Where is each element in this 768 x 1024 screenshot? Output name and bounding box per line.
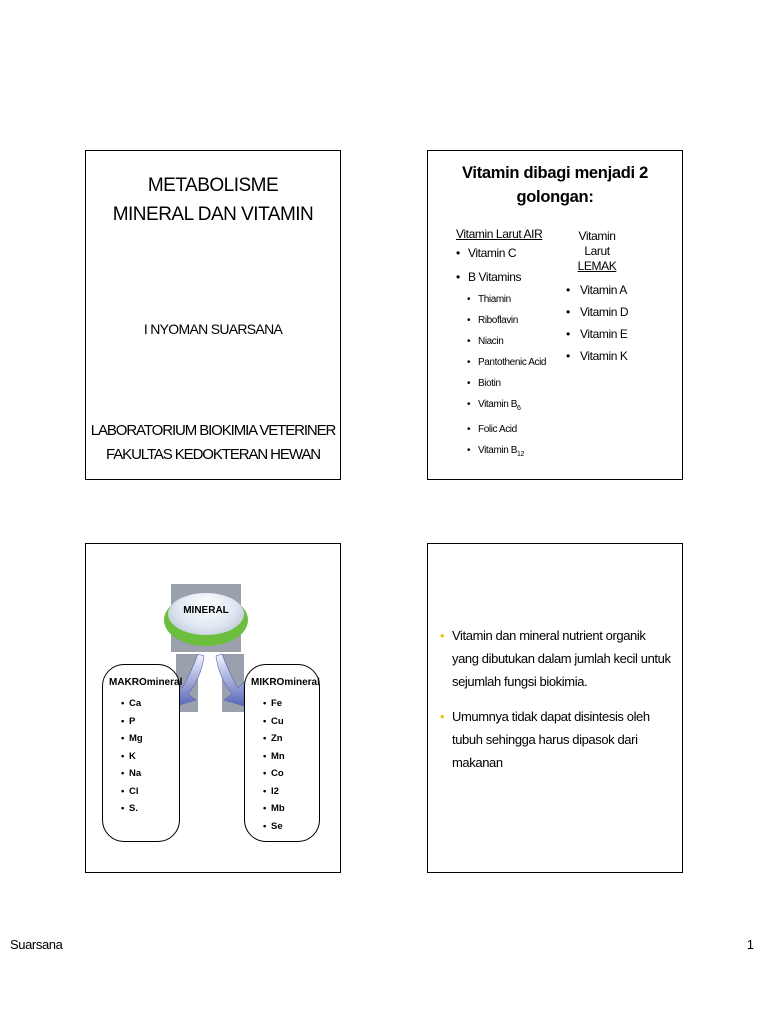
water-soluble-column — [456, 227, 576, 465]
list-item: • Se — [263, 818, 285, 836]
list-item: • Ca — [121, 695, 143, 713]
fat-header-line-2: LEMAK — [577, 259, 617, 273]
list-item: • P — [121, 713, 143, 731]
list-item: • Vitamin A — [566, 279, 666, 301]
list-item: • Fe — [263, 695, 285, 713]
list-item: • Biotin — [456, 373, 576, 394]
institution-line-2: FAKULTAS KEDOKTERAN HEWAN — [106, 446, 320, 463]
b6-subscript: 6 — [517, 405, 521, 412]
slide-vitamin-groups — [427, 150, 683, 480]
page-number: 1 — [746, 937, 754, 952]
heading-line-2: golongan: — [516, 188, 594, 206]
mikro-mineral-box — [244, 664, 320, 842]
list-item: • Mb — [263, 800, 285, 818]
list-item: • Vitamin dan mineral nutrient organik yang dibutukan dalam jumlah kecil untuk sejumlah fungsi biokimia. — [438, 624, 674, 693]
list-item: • Na — [121, 765, 143, 783]
definition-list — [438, 624, 674, 786]
list-item: • Folic Acid — [456, 419, 576, 440]
list-item: • B Vitamins — [456, 265, 576, 289]
mikro-mineral-title: MIKROmineral — [251, 677, 320, 688]
right-branch-arrow-icon — [216, 654, 244, 706]
title-line-2: MINERAL DAN VITAMIN — [112, 204, 314, 225]
vitamin-b6-label: Vitamin B — [478, 399, 518, 410]
water-soluble-header: Vitamin Larut AIR — [456, 227, 543, 241]
list-item: • Vitamin K — [566, 345, 666, 367]
water-soluble-list — [456, 241, 576, 465]
author-name: I NYOMAN SUARSANA — [143, 321, 283, 337]
list-item: • Vitamin E — [566, 323, 666, 345]
list-item: • Umumnya tidak dapat disintesis oleh tubuh sehingga harus dipasok dari makanan — [438, 705, 674, 774]
fat-soluble-column — [566, 229, 666, 367]
list-item — [456, 440, 576, 465]
heading-line-1: Vitamin dibagi menjadi 2 — [462, 164, 648, 182]
list-item: • Thiamin — [456, 289, 576, 310]
fat-header-line-1: Vitamin Larut — [578, 229, 616, 258]
institution-line-1: LABORATORIUM BIOKIMIA VETERINER — [90, 422, 336, 439]
fat-soluble-header — [566, 229, 628, 274]
vitamin-b12-label: Vitamin B — [478, 445, 518, 456]
slide-heading — [428, 161, 682, 209]
list-item: • Vitamin C — [456, 241, 576, 265]
list-item: • Mg — [121, 730, 143, 748]
list-item: • Mn — [263, 748, 285, 766]
makro-mineral-list — [121, 695, 143, 818]
b12-subscript: 12 — [517, 451, 525, 458]
footer-author: Suarsana — [10, 937, 63, 952]
mikro-mineral-list — [263, 695, 285, 835]
list-item: • Co — [263, 765, 285, 783]
makro-mineral-box — [102, 664, 183, 842]
list-item: • K — [121, 748, 143, 766]
list-item: • Niacin — [456, 331, 576, 352]
list-item: • S. — [121, 800, 143, 818]
list-item: • Vitamin D — [566, 301, 666, 323]
slide-definition — [427, 543, 683, 873]
presentation-title — [86, 171, 340, 229]
list-item: • Zn — [263, 730, 285, 748]
slide-mineral-diagram — [85, 543, 341, 873]
list-item: • Cl — [121, 783, 143, 801]
list-item: • Cu — [263, 713, 285, 731]
list-item: • Pantothenic Acid — [456, 352, 576, 373]
slide-title — [85, 150, 341, 480]
title-line-1: METABOLISME — [147, 175, 279, 196]
list-item: • Riboflavin — [456, 310, 576, 331]
institution — [86, 419, 340, 467]
fat-soluble-list — [566, 279, 666, 367]
list-item — [456, 394, 576, 419]
mineral-node-label: MINERAL — [183, 605, 229, 616]
list-item: • I2 — [263, 783, 285, 801]
makro-mineral-title: MAKROmineral — [109, 677, 183, 688]
